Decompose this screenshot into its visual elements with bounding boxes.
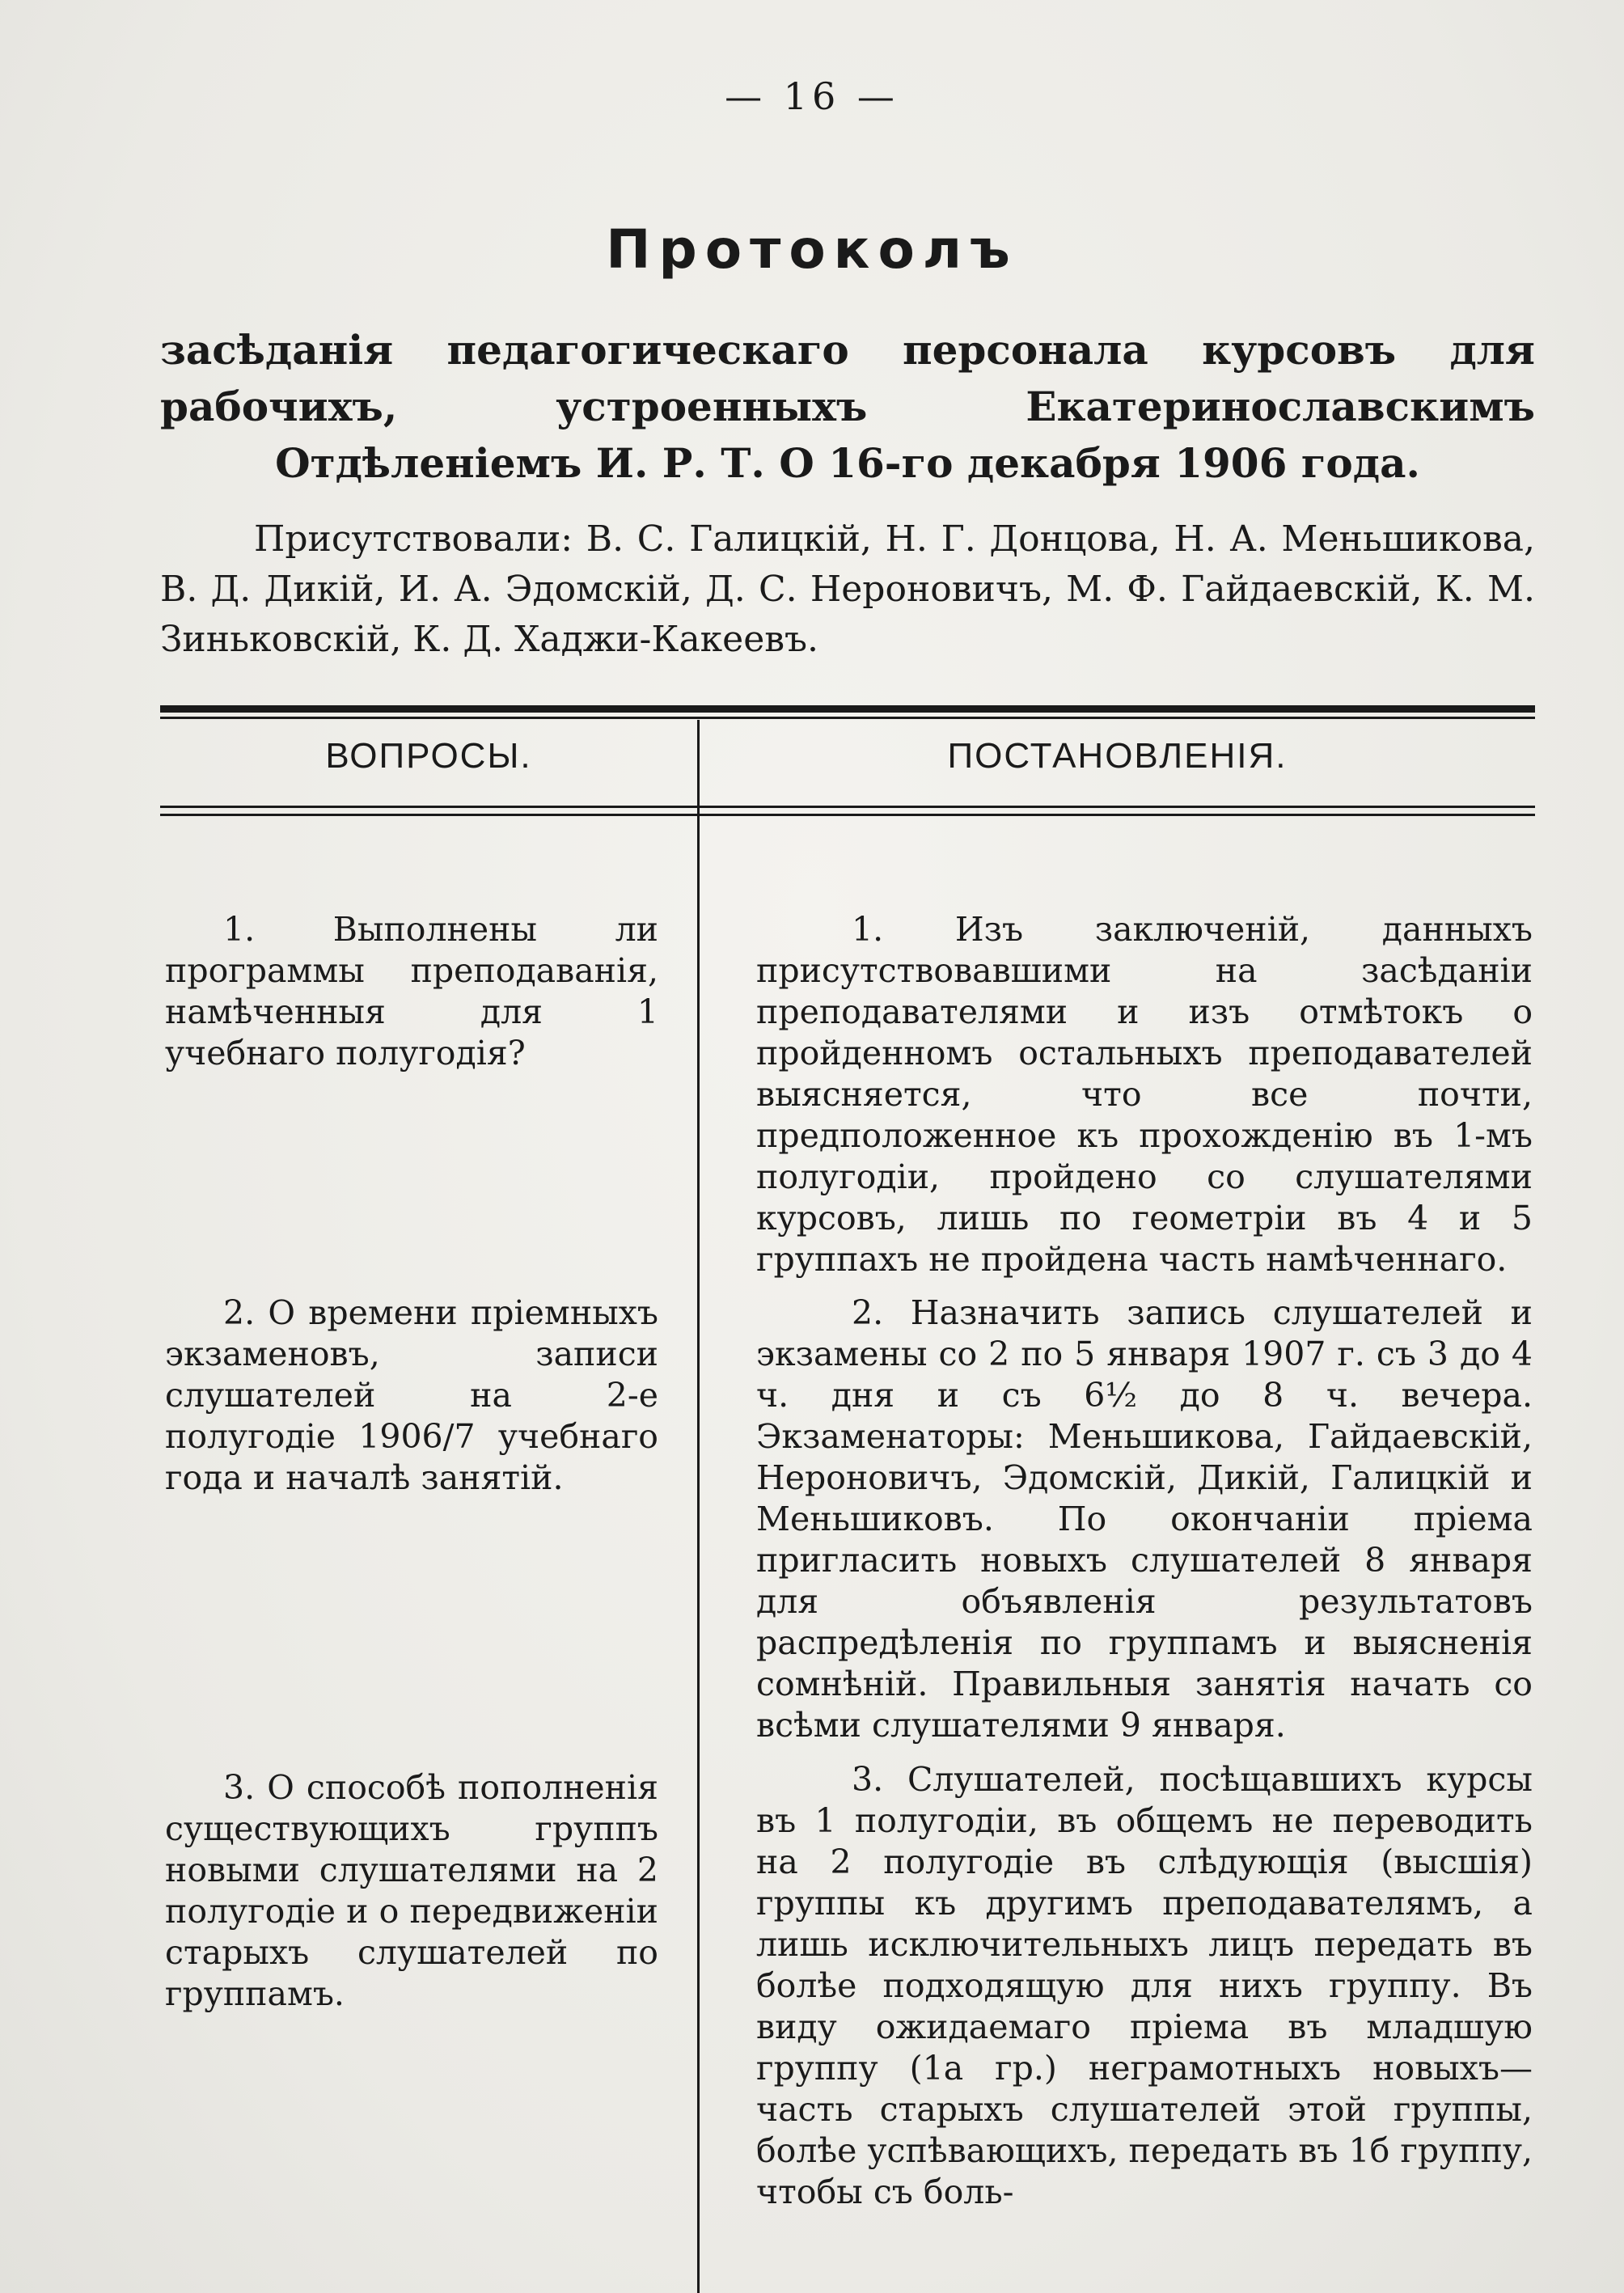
question-1: 1. Выполнены ли программы преподаванія, намѣченныя для 1 учебнаго полугодія? <box>165 910 658 1072</box>
column-header-questions: ВОПРОСЫ. <box>325 736 532 776</box>
protocol-subtitle: засѣданія педагогическаго персонала курсовъ для рабочихъ, устроенныхъ Екатеринославскимъ Отдѣленіемъ И. Р. Т. О 16-го декабря 1906 года. <box>160 326 1535 487</box>
resolution-2: 2. Назначить запись слушателей и экзамены со 2 по 5 января 1907 г. съ 3 до 4 ч. дня и съ 6½ до 8 ч. вечера. Экзаменаторы: Меньшикова, Гайдаевскій, Нероновичъ, Эдомскій, Дикій, Галицкій и Меньшиковъ. По окончаніи пріема пригласить новыхъ слушателей 8 января для объявленія результатовъ распредѣленія по группамъ и выясненія сомнѣній. Правильныя занятія начать со всѣми слушателями 9 января. <box>756 1293 1533 1745</box>
header-bottom-rule <box>160 806 1535 808</box>
question-3: 3. О способѣ пополненія существующихъ группъ новыми слушателями на 2 полугодіе и о передвиженіи старыхъ слушателей по группамъ. <box>165 1768 658 2013</box>
table-top-rule <box>160 705 1535 713</box>
page-number: — 16 — <box>725 74 899 118</box>
header-bottom-rule-2 <box>160 814 1535 816</box>
table-top-rule-thin <box>160 717 1535 719</box>
column-divider <box>697 720 700 2293</box>
resolution-1: 1. Изъ заключеній, данныхъ присутствовавшими на засѣданіи преподавателями и изъ отмѣтокъ о пройденномъ остальныхъ преподавателей выясняется, что все почти, предположенное къ прохожденію въ 1-мъ полугодіи, пройдено со слушателями курсовъ, лишь по геометріи въ 4 и 5 группахъ не пройдена часть намѣченнаго. <box>756 910 1533 1279</box>
resolution-3: 3. Слушателей, посѣщавшихъ курсы въ 1 полугодіи, въ общемъ не переводить на 2 полугодіе въ слѣдующія (высшія) группы къ другимъ преподавателямъ, а лишь исключительныхъ лицъ передать въ болѣе подходящую для нихъ группу. Въ виду ожидаемаго пріема въ младшую группу (1а гр.) неграмотныхъ новыхъ—часть старыхъ слушателей этой группы, болѣе успѣвающихъ, передать въ 1б группу, чтобы съ боль- <box>756 1760 1533 2211</box>
question-2: 2. О времени пріемныхъ экзаменовъ, записи слушателей на 2-е полугодіе 1906/7 учебнаго года и началѣ занятій. <box>165 1293 658 1497</box>
column-header-resolutions: ПОСТАНОВЛЕНІЯ. <box>947 736 1288 776</box>
attendees-paragraph: Присутствовали: В. С. Галицкій, Н. Г. Донцова, Н. А. Меньшикова, В. Д. Дикій, И. А. Эдомскій, Д. С. Нероновичъ, М. Ф. Гайдаевскій, К. М. Зиньковскій, К. Д. Хаджи-Какеевъ. <box>160 518 1535 660</box>
page-title: Протоколъ <box>606 218 1018 281</box>
